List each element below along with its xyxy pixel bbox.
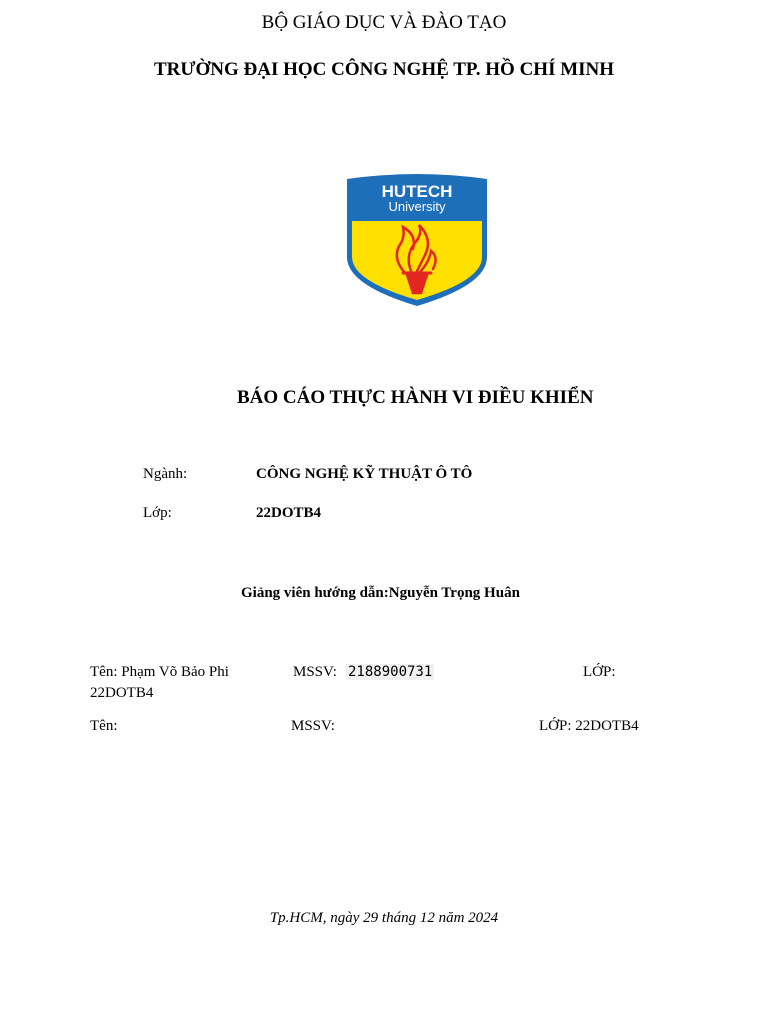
student-2-class: LỚP: 22DOTB4 — [539, 718, 639, 734]
student-1-name: Tên: Phạm Võ Bảo Phi — [90, 664, 229, 680]
major-label: Ngành: — [143, 466, 188, 482]
date-line: Tp.HCM, ngày 29 tháng 12 năm 2024 — [269, 910, 499, 926]
student-2-name: Tên: — [90, 718, 118, 734]
student-1-class-label: LỚP: — [583, 664, 616, 680]
student-1-mssv-value: 2188900731 — [348, 664, 433, 680]
student-1-class-value: 22DOTB4 — [90, 685, 154, 701]
student-1-mssv-label: MSSV: — [293, 664, 337, 680]
instructor-line: Giảng viên hướng dẫn:Nguyễn Trọng Huân — [241, 585, 520, 601]
hutech-logo — [345, 173, 489, 307]
class-value: 22DOTB4 — [256, 505, 322, 521]
logo-text-university: University — [388, 199, 446, 214]
ministry-heading: BỘ GIÁO DỤC VÀ ĐÀO TẠO — [261, 12, 507, 33]
class-label: Lớp: — [143, 505, 172, 521]
university-heading: TRƯỜNG ĐẠI HỌC CÔNG NGHỆ TP. HỒ CHÍ MINH — [153, 59, 615, 80]
student-2-mssv-label: MSSV: — [291, 718, 335, 734]
major-value: CÔNG NGHỆ KỸ THUẬT Ô TÔ — [256, 466, 473, 482]
report-title: BÁO CÁO THỰC HÀNH VI ĐIỀU KHIỂN — [237, 387, 594, 408]
logo-text-hutech: HUTECH — [381, 182, 453, 201]
hutech-logo-graphic — [345, 173, 489, 307]
